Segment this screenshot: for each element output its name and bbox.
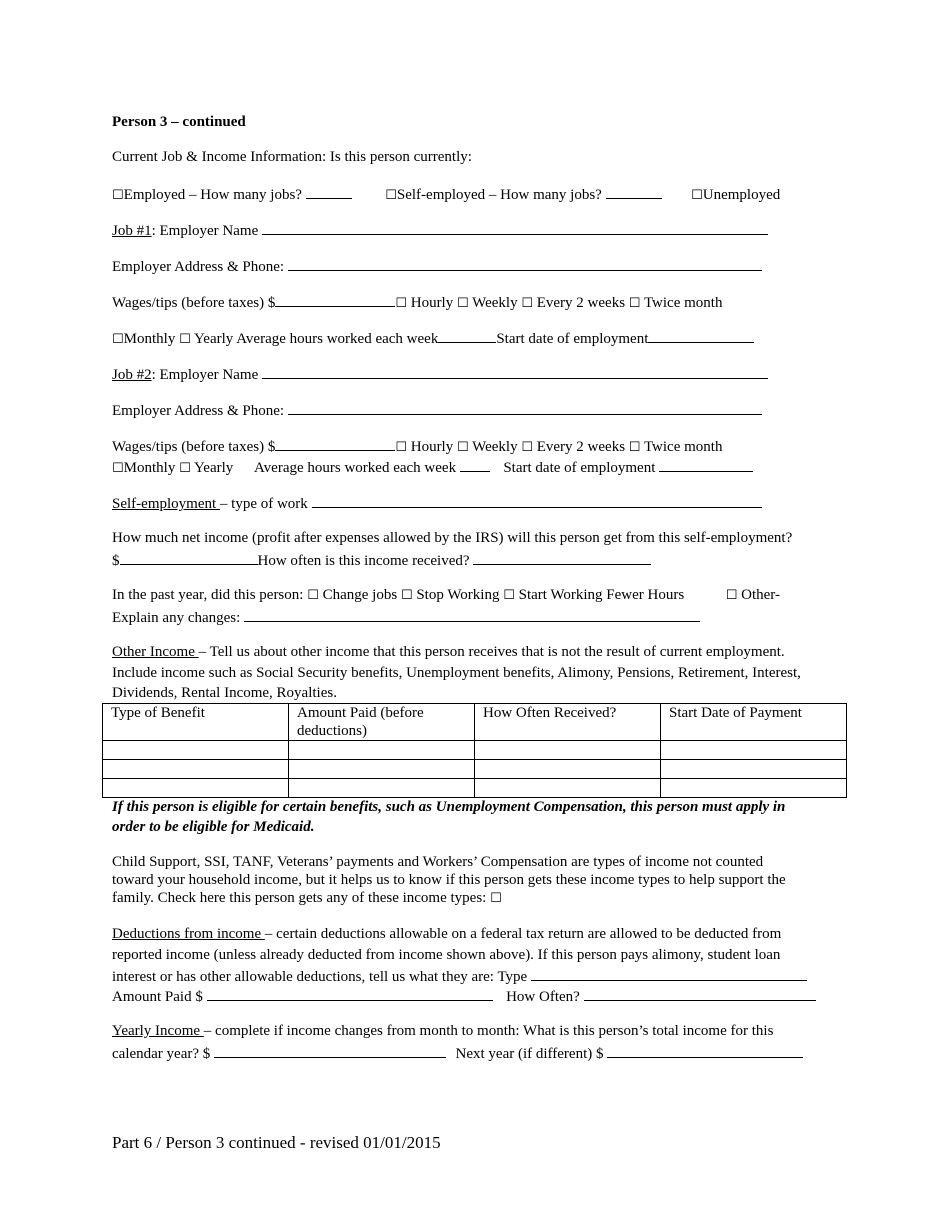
table-cell[interactable]: [475, 741, 661, 760]
deductions-line1: [112, 925, 781, 943]
deductions-type-label: interest or has other allowable deductions, tell us what they are: Type: [112, 969, 528, 985]
job2-label: Job #2: [112, 367, 152, 383]
other-income-text1: – Tell us about other income that this person receives that is not the result of current employment.: [198, 644, 785, 660]
job2-employer-name-label: : Employer Name: [151, 367, 259, 383]
table-cell[interactable]: [103, 760, 289, 779]
job1-wages-field[interactable]: [275, 292, 395, 307]
self-employment-type-label: – type of work: [219, 496, 308, 512]
deductions-label: Deductions from income: [112, 926, 265, 942]
page-title: Person 3 – continued: [112, 114, 246, 130]
start-fewer-hours-label: Start Working Fewer Hours: [518, 587, 685, 603]
job2-checkbox-weekly[interactable]: ☐: [456, 440, 469, 455]
job2-twice-label: Twice month: [643, 439, 723, 455]
employment-status-row: [112, 184, 780, 205]
table-header-type: Type of Benefit: [103, 704, 289, 741]
job1-frequency-row: [112, 328, 754, 349]
job1-checkbox-hourly[interactable]: ☐: [395, 296, 407, 311]
table-cell[interactable]: [475, 779, 661, 798]
deductions-line3: [112, 966, 807, 986]
job2-frequency-row: [112, 457, 753, 478]
job1-start-date-label: Start date of employment: [496, 331, 649, 347]
table-header-how-often: How Often Received?: [475, 704, 661, 741]
job2-wages-label: Wages/tips (before taxes) $: [112, 439, 276, 455]
page-footer: Part 6 / Person 3 continued - revised 01/01/2015: [112, 1133, 441, 1152]
deductions-type-field[interactable]: [531, 966, 807, 981]
explain-row: [112, 607, 700, 627]
job1-twice-label: Twice month: [643, 295, 723, 311]
job2-address-field[interactable]: [288, 400, 762, 415]
job2-checkbox-hourly[interactable]: ☐: [395, 440, 407, 455]
deductions-amount-label: Amount Paid $: [112, 989, 203, 1005]
job2-employer-row: [112, 364, 768, 384]
job1-employer-name-label: : Employer Name: [151, 223, 259, 239]
table-cell[interactable]: [661, 779, 847, 798]
job1-avg-hours-label: Average hours worked each week: [236, 331, 439, 347]
intro-text: Current Job & Income Information: Is this person currently:: [112, 149, 472, 165]
yearly-income-label: Yearly Income: [112, 1023, 204, 1039]
deductions-amount-field[interactable]: [207, 986, 493, 1001]
job2-checkbox-twice[interactable]: ☐: [628, 440, 641, 455]
job1-employer-row: [112, 220, 768, 240]
table-cell[interactable]: [661, 760, 847, 779]
yearly-income-line2: [112, 1043, 803, 1063]
self-employment-how-often-field[interactable]: [473, 550, 651, 565]
job2-monthly-label: Monthly: [123, 460, 176, 476]
job2-every2-label: Every 2 weeks: [536, 439, 626, 455]
past-year-row: [112, 586, 780, 605]
job2-wages-field[interactable]: [275, 436, 395, 451]
job2-address-row: [112, 400, 762, 420]
checkbox-child-support[interactable]: ☐: [490, 891, 502, 906]
eligibility-notice-line1: If this person is eligible for certain benefits, such as Unemployment Compensation, this person must apply in: [112, 799, 786, 815]
job1-address-label: Employer Address & Phone:: [112, 259, 285, 275]
yearly-income-text1: – complete if income changes from month to month: What is this person’s total income for this: [203, 1023, 774, 1039]
eligibility-notice-line2: order to be eligible for Medicaid.: [112, 819, 315, 835]
table-cell[interactable]: [103, 779, 289, 798]
stop-working-label: Stop Working: [416, 587, 500, 603]
job1-checkbox-every2[interactable]: ☐: [521, 296, 533, 311]
self-employed-label: Self-employed – How many jobs?: [396, 187, 602, 203]
job1-weekly-label: Weekly: [472, 295, 518, 311]
job1-start-date-field[interactable]: [648, 328, 754, 343]
table-header-start-date: Start Date of Payment: [661, 704, 847, 741]
explain-field[interactable]: [244, 607, 700, 622]
job2-avg-hours-field[interactable]: [460, 457, 490, 472]
job1-avg-hours-field[interactable]: [438, 328, 496, 343]
checkbox-other[interactable]: ☐: [725, 588, 738, 603]
self-employment-income-row: [112, 550, 651, 570]
yearly-income-current-label: calendar year? $: [112, 1046, 211, 1062]
checkbox-stop-working[interactable]: ☐: [400, 588, 413, 603]
job2-wages-row: [112, 436, 722, 457]
checkbox-start-fewer[interactable]: ☐: [503, 588, 515, 603]
table-cell[interactable]: [475, 760, 661, 779]
job1-checkbox-twice[interactable]: ☐: [628, 296, 641, 311]
self-employment-label: Self-employment: [112, 496, 220, 512]
deductions-how-often-field[interactable]: [584, 986, 816, 1001]
job1-checkbox-weekly[interactable]: ☐: [456, 296, 469, 311]
deductions-how-often-label: How Often?: [506, 989, 580, 1005]
self-employment-dollar: $: [112, 553, 120, 569]
yearly-income-next-label: Next year (if different) $: [455, 1046, 604, 1062]
job1-wages-row: [112, 292, 722, 313]
job1-wages-label: Wages/tips (before taxes) $: [112, 295, 276, 311]
table-header-row: [103, 704, 847, 741]
table-cell[interactable]: [289, 741, 475, 760]
job2-hourly-label: Hourly: [410, 439, 454, 455]
other-income-line1: [112, 643, 785, 661]
table-cell[interactable]: [103, 741, 289, 760]
table-cell[interactable]: [289, 779, 475, 798]
child-support-text3: family. Check here this person gets any of these income types:: [112, 890, 487, 906]
self-employment-row: [112, 493, 762, 513]
employed-jobs-field[interactable]: [306, 184, 352, 199]
other-income-line2: Include income such as Social Security benefits, Unemployment benefits, Alimony, Pensions, Retirement, Interest,: [112, 665, 801, 681]
job2-start-date-label: Start date of employment: [503, 460, 656, 476]
table-row: [103, 760, 847, 779]
self-employment-income-field[interactable]: [120, 550, 258, 565]
deductions-text1: – certain deductions allowable on a federal tax return are allowed to be deducted from: [264, 926, 782, 942]
job2-employer-name-field[interactable]: [262, 364, 768, 379]
other-income-label: Other Income: [112, 644, 199, 660]
job2-checkbox-yearly[interactable]: ☐: [179, 461, 191, 476]
self-employment-how-often-label: How often is this income received?: [257, 553, 470, 569]
deductions-amount-row: [112, 986, 816, 1006]
job1-every2-label: Every 2 weeks: [536, 295, 626, 311]
job1-checkbox-monthly[interactable]: ☐: [112, 332, 124, 347]
unemployed-label: Unemployed: [702, 187, 781, 203]
other-income-table: [102, 703, 847, 798]
table-row: [103, 741, 847, 760]
other-label: Other-: [741, 587, 780, 603]
job2-address-label: Employer Address & Phone:: [112, 403, 285, 419]
self-employed-jobs-field[interactable]: [606, 184, 662, 199]
past-year-question: In the past year, did this person:: [112, 587, 304, 603]
job2-checkbox-monthly[interactable]: ☐: [112, 461, 124, 476]
job2-checkbox-every2[interactable]: ☐: [521, 440, 533, 455]
yearly-income-line1: [112, 1022, 773, 1040]
employed-label: Employed – How many jobs?: [123, 187, 302, 203]
yearly-income-next-field[interactable]: [607, 1043, 803, 1058]
yearly-income-current-field[interactable]: [214, 1043, 446, 1058]
job1-checkbox-yearly[interactable]: ☐: [179, 332, 191, 347]
table-header-amount: Amount Paid (before deductions): [289, 704, 475, 741]
job2-yearly-label: Yearly: [193, 460, 234, 476]
deductions-line2: reported income (unless already deducted from income shown above). If this person pays alimony, student loan: [112, 947, 781, 963]
explain-label: Explain any changes:: [112, 610, 241, 626]
other-income-line3: Dividends, Rental Income, Royalties.: [112, 685, 337, 701]
checkbox-change-jobs[interactable]: ☐: [307, 588, 319, 603]
checkbox-unemployed[interactable]: ☐: [691, 188, 703, 203]
table-row: [103, 779, 847, 798]
change-jobs-label: Change jobs: [322, 587, 398, 603]
job1-address-row: [112, 256, 762, 276]
checkbox-employed[interactable]: ☐: [112, 188, 124, 203]
self-employment-type-field[interactable]: [312, 493, 762, 508]
job1-address-field[interactable]: [288, 256, 762, 271]
child-support-line3: [112, 889, 502, 908]
job1-yearly-label: Yearly: [193, 331, 234, 347]
job1-label: Job #1: [112, 223, 152, 239]
table-cell[interactable]: [289, 760, 475, 779]
child-support-line2: toward your household income, but it helps us to know if this person gets these income types to help support the: [112, 872, 786, 888]
table-cell[interactable]: [661, 741, 847, 760]
job1-employer-name-field[interactable]: [262, 220, 768, 235]
job1-hourly-label: Hourly: [410, 295, 454, 311]
self-employment-question: How much net income (profit after expenses allowed by the IRS) will this person get from this self-employment?: [112, 530, 793, 546]
child-support-line1: Child Support, SSI, TANF, Veterans’ payments and Workers’ Compensation are types of income not counted: [112, 854, 764, 870]
job2-weekly-label: Weekly: [472, 439, 518, 455]
job2-start-date-field[interactable]: [659, 457, 753, 472]
job1-monthly-label: Monthly: [123, 331, 176, 347]
checkbox-self-employed[interactable]: ☐: [385, 188, 397, 203]
job2-avg-hours-label: Average hours worked each week: [253, 460, 457, 476]
